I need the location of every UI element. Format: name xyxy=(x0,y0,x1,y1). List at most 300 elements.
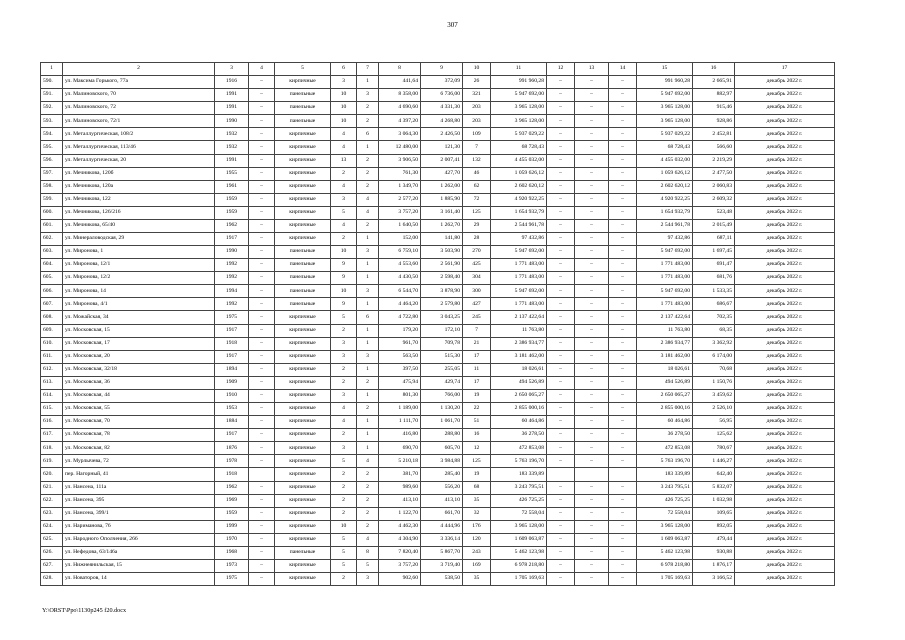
cell-cost-per-sqm: 6 174,00 xyxy=(693,350,735,363)
cell-cost-per-sqm: 1 876,17 xyxy=(693,559,735,572)
header-cell-7: 7 xyxy=(357,63,379,76)
cell-col-13: – xyxy=(575,233,609,246)
cell-total-cost: 97 432,86 xyxy=(491,233,547,246)
cell-wall-material: панельные xyxy=(275,546,331,559)
cell-col-4: – xyxy=(249,350,275,363)
cell-col-13: – xyxy=(575,154,609,167)
cell-col-14: – xyxy=(609,219,637,232)
cell-cost-per-sqm: 5 832,07 xyxy=(693,481,735,494)
cell-living-area: 427,70 xyxy=(421,167,463,180)
cell-total-area: 4 690,60 xyxy=(379,102,421,115)
cell-cost-per-sqm: 702,35 xyxy=(693,311,735,324)
cell-total-area: 4 462,30 xyxy=(379,520,421,533)
cell-address: ул. Московская, 36 xyxy=(63,376,215,389)
header-cell-6: 6 xyxy=(331,63,357,76)
cell-deadline: декабрь 2022 г. xyxy=(735,468,835,481)
cell-cost-total: 2 544 961,78 xyxy=(637,219,693,232)
cell-col-12: – xyxy=(547,416,575,429)
cell-living-area: 1 262,00 xyxy=(421,180,463,193)
cell-col-12: – xyxy=(547,167,575,180)
cell-cost-total: 2 386 934,77 xyxy=(637,337,693,350)
table-row xyxy=(41,180,835,193)
cell-col-12: – xyxy=(547,429,575,442)
header-cell-2: 2 xyxy=(63,63,215,76)
cell-col-14: – xyxy=(609,389,637,402)
cell-deadline: декабрь 2022 г. xyxy=(735,154,835,167)
cell-deadline: декабрь 2022 г. xyxy=(735,324,835,337)
cell-total-area: 4 553,60 xyxy=(379,259,421,272)
cell-total-area: 5 210,18 xyxy=(379,455,421,468)
cell-residents: 72 xyxy=(463,193,491,206)
table-row xyxy=(41,206,835,219)
cell-living-area: 121,30 xyxy=(421,141,463,154)
cell-living-area: 1 130,20 xyxy=(421,403,463,416)
cell-address: ул. Миронова, 12/2 xyxy=(63,272,215,285)
cell-entrances: 4 xyxy=(357,455,379,468)
cell-deadline: декабрь 2022 г. xyxy=(735,416,835,429)
header-cell-8: 8 xyxy=(379,63,421,76)
cell-cost-total: 5 462 123,98 xyxy=(637,546,693,559)
cell-entrances: 2 xyxy=(357,167,379,180)
header-cell-15: 15 xyxy=(637,63,693,76)
cell-residents: 21 xyxy=(463,337,491,350)
cell-living-area: 2 598,40 xyxy=(421,272,463,285)
cell-total-area: 563,50 xyxy=(379,350,421,363)
cell-col-14: – xyxy=(609,154,637,167)
cell-living-area: 556,20 xyxy=(421,481,463,494)
cell-address: ул. Мечникова, 126/216 xyxy=(63,206,215,219)
cell-wall-material: кирпичные xyxy=(275,403,331,416)
cell-residents: 19 xyxy=(463,389,491,402)
cell-address: ул. Новаторов, 14 xyxy=(63,573,215,586)
cell-year-built: 1991 xyxy=(215,154,249,167)
cell-col-12: – xyxy=(547,128,575,141)
cell-cost-per-sqm: 125,62 xyxy=(693,429,735,442)
cell-entrances: 2 xyxy=(357,507,379,520)
cell-living-area: 766,00 xyxy=(421,389,463,402)
header-cell-9: 9 xyxy=(421,63,463,76)
cell-cost-total: 1 771 483,00 xyxy=(637,298,693,311)
cell-address: ул. Миронова, 4/1 xyxy=(63,298,215,311)
cell-col-4: – xyxy=(249,154,275,167)
cell-floors: 10 xyxy=(331,285,357,298)
cell-total-cost: 68 728,43 xyxy=(491,141,547,154)
cell-floors: 10 xyxy=(331,520,357,533)
cell-col-4: – xyxy=(249,298,275,311)
cell-col-4: – xyxy=(249,128,275,141)
cell-wall-material: кирпичные xyxy=(275,206,331,219)
table-row xyxy=(41,233,835,246)
cell-floors: 5 xyxy=(331,546,357,559)
table-row xyxy=(41,285,835,298)
cell-col-12: – xyxy=(547,403,575,416)
cell-cost-total: 1 059 626,12 xyxy=(637,167,693,180)
cell-col-12: – xyxy=(547,115,575,128)
cell-col-13: – xyxy=(575,76,609,89)
cell-total-area: 989,60 xyxy=(379,481,421,494)
cell-year-built: 1962 xyxy=(215,481,249,494)
cell-total-cost: 2 137 422,64 xyxy=(491,311,547,324)
cell-deadline: декабрь 2022 г. xyxy=(735,520,835,533)
cell-entrances: 8 xyxy=(357,546,379,559)
cell-col-4: – xyxy=(249,285,275,298)
cell-total-area: 1 122,70 xyxy=(379,507,421,520)
cell-floors: 2 xyxy=(331,363,357,376)
cell-wall-material: кирпичные xyxy=(275,376,331,389)
table-row xyxy=(41,455,835,468)
cell-cost-per-sqm: 523,48 xyxy=(693,206,735,219)
header-cell-10: 10 xyxy=(463,63,491,76)
cell-total-cost: 4 455 032,00 xyxy=(491,154,547,167)
cell-row-number: 596. xyxy=(41,154,63,167)
cell-col-13: – xyxy=(575,350,609,363)
cell-wall-material: кирпичные xyxy=(275,180,331,193)
cell-row-number: 610. xyxy=(41,337,63,350)
cell-deadline: декабрь 2022 г. xyxy=(735,573,835,586)
cell-living-area: 3 043,25 xyxy=(421,311,463,324)
cell-row-number: 609. xyxy=(41,324,63,337)
cell-cost-total: 494 526,89 xyxy=(637,376,693,389)
cell-total-cost: 1 609 063,87 xyxy=(491,533,547,546)
cell-wall-material: кирпичные xyxy=(275,389,331,402)
cell-floors: 4 xyxy=(331,416,357,429)
cell-address: ул. Московская, 70 xyxy=(63,416,215,429)
cell-address: ул. Московская, 15 xyxy=(63,324,215,337)
cell-address: ул. Малиновского, 72 xyxy=(63,102,215,115)
cell-col-13: – xyxy=(575,167,609,180)
cell-col-14: – xyxy=(609,102,637,115)
cell-total-area: 6 759,10 xyxy=(379,246,421,259)
cell-floors: 4 xyxy=(331,128,357,141)
cell-floors: 2 xyxy=(331,233,357,246)
cell-col-4: – xyxy=(249,233,275,246)
cell-residents: 203 xyxy=(463,102,491,115)
cell-col-12: – xyxy=(547,363,575,376)
cell-total-cost: 991 960,28 xyxy=(491,76,547,89)
cell-entrances: 6 xyxy=(357,311,379,324)
cell-col-14: – xyxy=(609,233,637,246)
cell-col-12: – xyxy=(547,154,575,167)
cell-col-4: – xyxy=(249,246,275,259)
cell-total-area: 902,60 xyxy=(379,573,421,586)
cell-floors: 3 xyxy=(331,442,357,455)
cell-col-13 xyxy=(575,468,609,481)
cell-living-area: 3 503,90 xyxy=(421,246,463,259)
cell-row-number: 613. xyxy=(41,376,63,389)
cell-living-area: 709,78 xyxy=(421,337,463,350)
cell-total-area: 1 349,70 xyxy=(379,180,421,193)
cell-year-built: 1968 xyxy=(215,546,249,559)
cell-col-12: – xyxy=(547,233,575,246)
cell-cost-total: 72 558,04 xyxy=(637,507,693,520)
cell-col-4: – xyxy=(249,546,275,559)
cell-entrances: 2 xyxy=(357,102,379,115)
cell-col-13: – xyxy=(575,246,609,259)
cell-col-12: – xyxy=(547,219,575,232)
cell-address: пер. Нагорный, 41 xyxy=(63,468,215,481)
cell-cost-total: 472 853,08 xyxy=(637,442,693,455)
cell-row-number: 592. xyxy=(41,102,63,115)
cell-col-14: – xyxy=(609,180,637,193)
cell-floors: 4 xyxy=(331,180,357,193)
cell-total-cost: 1 654 932,79 xyxy=(491,206,547,219)
cell-deadline: декабрь 2022 г. xyxy=(735,455,835,468)
cell-cost-total: 1 705 169,63 xyxy=(637,573,693,586)
table-row xyxy=(41,520,835,533)
cell-col-14: – xyxy=(609,193,637,206)
cell-col-12: – xyxy=(547,180,575,193)
cell-entrances: 2 xyxy=(357,494,379,507)
cell-col-13: – xyxy=(575,533,609,546)
cell-wall-material: кирпичные xyxy=(275,559,331,572)
cell-total-cost: 2 602 620,12 xyxy=(491,180,547,193)
cell-total-cost: 2 855 000,16 xyxy=(491,403,547,416)
cell-residents: 68 xyxy=(463,481,491,494)
cell-col-13: – xyxy=(575,89,609,102)
header-cell-11: 11 xyxy=(491,63,547,76)
cell-col-14: – xyxy=(609,128,637,141)
cell-cost-per-sqm: 70,68 xyxy=(693,363,735,376)
cell-wall-material: кирпичные xyxy=(275,141,331,154)
footer-file-path: Y:\ORST\Ppo\1130p245 f20.docx xyxy=(42,607,127,614)
cell-year-built: 1917 xyxy=(215,350,249,363)
cell-floors: 2 xyxy=(331,468,357,481)
cell-residents: 125 xyxy=(463,455,491,468)
cell-wall-material: панельные xyxy=(275,272,331,285)
cell-wall-material: кирпичные xyxy=(275,573,331,586)
cell-deadline: декабрь 2022 г. xyxy=(735,389,835,402)
cell-wall-material: панельные xyxy=(275,246,331,259)
cell-year-built: 1962 xyxy=(215,219,249,232)
table-row xyxy=(41,154,835,167)
cell-row-number: 624. xyxy=(41,520,63,533)
cell-row-number: 616. xyxy=(41,416,63,429)
cell-total-cost: 3 181 462,00 xyxy=(491,350,547,363)
table-row xyxy=(41,324,835,337)
cell-entrances: 2 xyxy=(357,180,379,193)
cell-year-built: 1990 xyxy=(215,246,249,259)
cell-col-12: – xyxy=(547,520,575,533)
cell-deadline: декабрь 2022 г. xyxy=(735,533,835,546)
cell-floors: 2 xyxy=(331,324,357,337)
cell-floors: 2 xyxy=(331,376,357,389)
cell-col-4: – xyxy=(249,115,275,128)
cell-entrances: 1 xyxy=(357,272,379,285)
cell-row-number: 593. xyxy=(41,115,63,128)
cell-row-number: 620. xyxy=(41,468,63,481)
cell-cost-total: 3 965 128,00 xyxy=(637,520,693,533)
cell-total-cost: 5 947 692,00 xyxy=(491,89,547,102)
cell-total-cost: 1 771 483,00 xyxy=(491,259,547,272)
cell-year-built: 1918 xyxy=(215,468,249,481)
cell-col-4: – xyxy=(249,481,275,494)
cell-year-built: 1917 xyxy=(215,233,249,246)
cell-residents: 203 xyxy=(463,115,491,128)
cell-address: ул. Мечникова, 122 xyxy=(63,193,215,206)
cell-row-number: 615. xyxy=(41,403,63,416)
cell-deadline: декабрь 2022 г. xyxy=(735,102,835,115)
cell-total-area: 413,10 xyxy=(379,494,421,507)
cell-deadline: декабрь 2022 г. xyxy=(735,429,835,442)
cell-total-cost: 472 853,08 xyxy=(491,442,547,455)
table-row xyxy=(41,389,835,402)
cell-wall-material: кирпичные xyxy=(275,76,331,89)
cell-col-12: – xyxy=(547,311,575,324)
cell-deadline: декабрь 2022 г. xyxy=(735,193,835,206)
cell-cost-total: 36 278,50 xyxy=(637,429,693,442)
table-row xyxy=(41,416,835,429)
cell-col-12: – xyxy=(547,89,575,102)
cell-total-cost: 494 526,89 xyxy=(491,376,547,389)
cell-cost-per-sqm: 928,86 xyxy=(693,115,735,128)
cell-entrances: 2 xyxy=(357,219,379,232)
cell-entrances: 4 xyxy=(357,533,379,546)
cell-cost-per-sqm: 3 362,92 xyxy=(693,337,735,350)
cell-year-built: 1978 xyxy=(215,455,249,468)
cell-year-built: 1991 xyxy=(215,102,249,115)
header-cell-17: 17 xyxy=(735,63,835,76)
cell-row-number: 595. xyxy=(41,141,63,154)
cell-cost-total: 2 137 422,64 xyxy=(637,311,693,324)
cell-total-cost: 36 278,50 xyxy=(491,429,547,442)
cell-col-14: – xyxy=(609,311,637,324)
cell-deadline: декабрь 2022 г. xyxy=(735,559,835,572)
cell-cost-per-sqm: 681,76 xyxy=(693,272,735,285)
cell-entrances: 1 xyxy=(357,429,379,442)
cell-address: ул. Миронова, 14 xyxy=(63,285,215,298)
cell-row-number: 606. xyxy=(41,285,63,298)
cell-row-number: 623. xyxy=(41,507,63,520)
cell-cost-per-sqm: 1 697,45 xyxy=(693,246,735,259)
cell-living-area: 3 719,40 xyxy=(421,559,463,572)
table-row xyxy=(41,219,835,232)
cell-total-area: 475,94 xyxy=(379,376,421,389)
cell-total-cost: 18 026,61 xyxy=(491,363,547,376)
cell-address: ул. Металлургическая, 20 xyxy=(63,154,215,167)
cell-living-area: 288,80 xyxy=(421,429,463,442)
cell-total-area: 381,70 xyxy=(379,468,421,481)
cell-year-built: 1959 xyxy=(215,193,249,206)
cell-cost-per-sqm: 566,60 xyxy=(693,141,735,154)
cell-entrances: 2 xyxy=(357,520,379,533)
cell-col-4: – xyxy=(249,167,275,180)
cell-cost-per-sqm: 479,44 xyxy=(693,533,735,546)
cell-entrances: 3 xyxy=(357,350,379,363)
cell-residents: 35 xyxy=(463,494,491,507)
cell-residents: 270 xyxy=(463,246,491,259)
cell-floors: 10 xyxy=(331,89,357,102)
cell-residents: 176 xyxy=(463,520,491,533)
cell-deadline: декабрь 2022 г. xyxy=(735,219,835,232)
cell-col-4: – xyxy=(249,259,275,272)
cell-col-14: – xyxy=(609,416,637,429)
cell-col-14: – xyxy=(609,115,637,128)
cell-residents: 29 xyxy=(463,219,491,232)
cell-row-number: 626. xyxy=(41,546,63,559)
cell-residents: 125 xyxy=(463,206,491,219)
cell-total-cost: 4 920 922,25 xyxy=(491,193,547,206)
cell-address: ул. Можайская, 34 xyxy=(63,311,215,324)
cell-residents: 245 xyxy=(463,311,491,324)
cell-col-4: – xyxy=(249,311,275,324)
cell-address: ул. Московская, 44 xyxy=(63,389,215,402)
cell-year-built: 1969 xyxy=(215,494,249,507)
cell-deadline: декабрь 2022 г. xyxy=(735,337,835,350)
cell-deadline: декабрь 2022 г. xyxy=(735,141,835,154)
cell-floors: 9 xyxy=(331,259,357,272)
cell-address: ул. Нариманова, 76 xyxy=(63,520,215,533)
cell-total-area: 3 757,20 xyxy=(379,206,421,219)
cell-entrances: 1 xyxy=(357,298,379,311)
cell-entrances: 1 xyxy=(357,389,379,402)
cell-living-area: 4 331,30 xyxy=(421,102,463,115)
cell-col-12: – xyxy=(547,455,575,468)
cell-total-cost: 3 965 128,00 xyxy=(491,115,547,128)
cell-residents: 17 xyxy=(463,376,491,389)
cell-total-area: 7 820,40 xyxy=(379,546,421,559)
cell-cost-total: 1 771 483,00 xyxy=(637,272,693,285)
table-row xyxy=(41,468,835,481)
cell-col-13: – xyxy=(575,559,609,572)
cell-address: ул. Нижнеянильская, 15 xyxy=(63,559,215,572)
cell-total-cost: 5 462 123,98 xyxy=(491,546,547,559)
table-row xyxy=(41,115,835,128)
cell-cost-per-sqm: 1 150,76 xyxy=(693,376,735,389)
cell-col-12: – xyxy=(547,507,575,520)
cell-cost-per-sqm: 686,67 xyxy=(693,298,735,311)
cell-wall-material: кирпичные xyxy=(275,167,331,180)
cell-address: ул. Металлургическая, 113/46 xyxy=(63,141,215,154)
cell-residents: 12 xyxy=(463,442,491,455)
cell-entrances: 1 xyxy=(357,233,379,246)
cell-cost-per-sqm: 2 219,29 xyxy=(693,154,735,167)
cell-living-area: 1 885,90 xyxy=(421,193,463,206)
cell-year-built: 1994 xyxy=(215,285,249,298)
cell-col-14: – xyxy=(609,573,637,586)
cell-residents: 304 xyxy=(463,272,491,285)
cell-total-area: 1 640,50 xyxy=(379,219,421,232)
cell-total-cost: 1 705 169,63 xyxy=(491,573,547,586)
cell-address: ул. Мечникова, 120а xyxy=(63,180,215,193)
cell-entrances: 2 xyxy=(357,115,379,128)
cell-address: ул. Металлургическая, 108/2 xyxy=(63,128,215,141)
cell-total-cost: 2 544 961,78 xyxy=(491,219,547,232)
cell-col-14: – xyxy=(609,246,637,259)
cell-deadline: декабрь 2022 г. xyxy=(735,89,835,102)
cell-living-area: 1 061,70 xyxy=(421,416,463,429)
header-cell-12: 12 xyxy=(547,63,575,76)
header-row xyxy=(41,63,835,76)
cell-total-area: 441,64 xyxy=(379,76,421,89)
cell-col-14: – xyxy=(609,533,637,546)
cell-residents: 46 xyxy=(463,167,491,180)
cell-cost-total: 18 026,61 xyxy=(637,363,693,376)
cell-cost-total: 5 937 029,22 xyxy=(637,128,693,141)
table-row xyxy=(41,533,835,546)
cell-cost-total: 11 763,80 xyxy=(637,324,693,337)
cell-residents: 16 xyxy=(463,429,491,442)
cell-row-number: 590. xyxy=(41,76,63,89)
cell-cost-per-sqm: 109,65 xyxy=(693,507,735,520)
cell-col-13: – xyxy=(575,311,609,324)
cell-living-area: 6 736,00 xyxy=(421,89,463,102)
cell-floors: 2 xyxy=(331,573,357,586)
cell-row-number: 628. xyxy=(41,573,63,586)
cell-total-area: 4 464,20 xyxy=(379,298,421,311)
cell-living-area: 3 984,88 xyxy=(421,455,463,468)
cell-col-4: – xyxy=(249,363,275,376)
cell-entrances: 2 xyxy=(357,481,379,494)
